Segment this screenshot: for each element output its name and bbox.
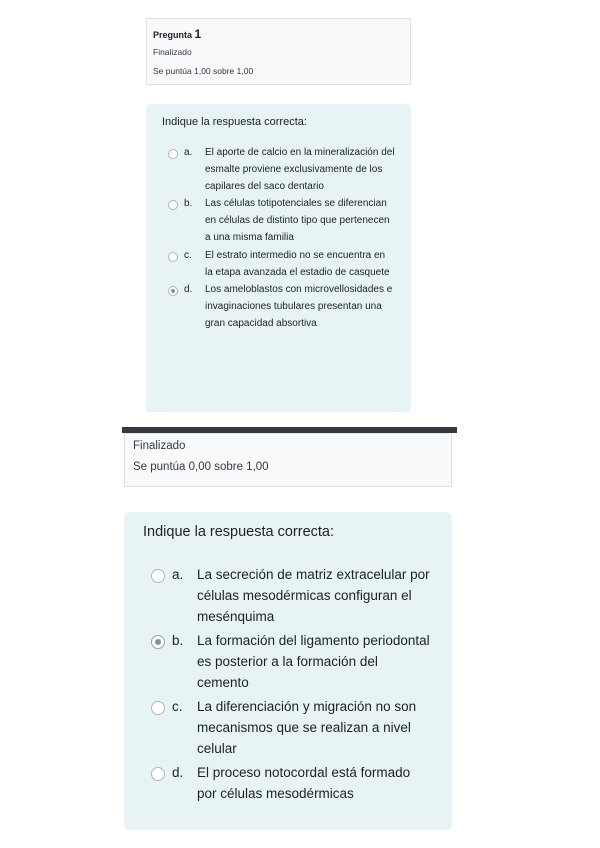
radio-button[interactable] <box>151 569 165 583</box>
question-info <box>146 18 411 85</box>
radio-button[interactable] <box>151 767 165 781</box>
answer-option-b[interactable] <box>143 630 433 693</box>
question-grade: Se puntúa 0,00 sobre 1,00 <box>133 461 269 473</box>
radio-button-selected[interactable] <box>151 635 165 649</box>
question-content <box>146 104 411 412</box>
answer-option-d[interactable] <box>162 282 395 332</box>
answer-letter: a. <box>172 567 184 582</box>
answer-text: El proceso notocordal está formado por células mesodérmicas <box>197 765 411 801</box>
question-prompt: Indique la respuesta correcta: <box>162 116 307 128</box>
question-info <box>124 433 452 487</box>
answer-option-a[interactable] <box>143 564 433 627</box>
answer-letter: a. <box>184 147 193 158</box>
answer-text: El aporte de calcio en la mineralización del esmalte proviene exclusivamente de los capilares del saco dentario <box>205 147 395 192</box>
answer-letter: d. <box>184 284 193 296</box>
question-title-label: Pregunta <box>153 30 193 40</box>
answer-option-c[interactable] <box>143 696 433 759</box>
answer-text: El estrato intermedio no se encuentra en la etapa avanzada el estadio de casquete <box>205 249 390 278</box>
answer-letter: c. <box>184 249 192 261</box>
answer-option-c[interactable] <box>162 248 395 282</box>
answer-option-b[interactable] <box>162 196 395 246</box>
answer-list <box>143 564 433 804</box>
radio-button[interactable] <box>168 252 178 262</box>
answer-text: Los ameloblastos con microvellosidades e invaginaciones tubulares presentan una gran capacidad absortiva <box>205 284 393 329</box>
answer-text: La diferenciación y migración no son mecanismos que se realizan a nivel celular <box>197 699 417 756</box>
question-state: Finalizado <box>153 47 192 57</box>
radio-button[interactable] <box>151 701 165 715</box>
question-grade: Se puntúa 1,00 sobre 1,00 <box>153 66 254 76</box>
answer-text: La secreción de matriz extracelular por células mesodérmicas configuran el mesénquima <box>197 567 430 624</box>
answer-letter: b. <box>172 633 184 648</box>
radio-button[interactable] <box>168 200 178 210</box>
question-content <box>124 512 452 830</box>
question-number: 1 <box>194 27 202 41</box>
question-state: Finalizado <box>133 440 186 452</box>
radio-button[interactable] <box>168 149 178 159</box>
answer-option-d[interactable] <box>143 762 433 804</box>
question-title <box>153 27 404 41</box>
question-prompt: Indique la respuesta correcta: <box>143 524 335 540</box>
answer-letter: d. <box>172 765 184 780</box>
answer-text: La formación del ligamento periodontal es posterior a la formación del cemento <box>197 633 430 690</box>
answer-list <box>162 145 395 333</box>
answer-letter: c. <box>172 699 183 714</box>
answer-letter: b. <box>184 198 193 210</box>
answer-option-a[interactable] <box>162 145 395 195</box>
answer-text: Las células totipotenciales se diferencian en células de distinto tipo que pertenecen a una misma familia <box>205 198 390 243</box>
radio-button-selected[interactable] <box>168 286 178 296</box>
